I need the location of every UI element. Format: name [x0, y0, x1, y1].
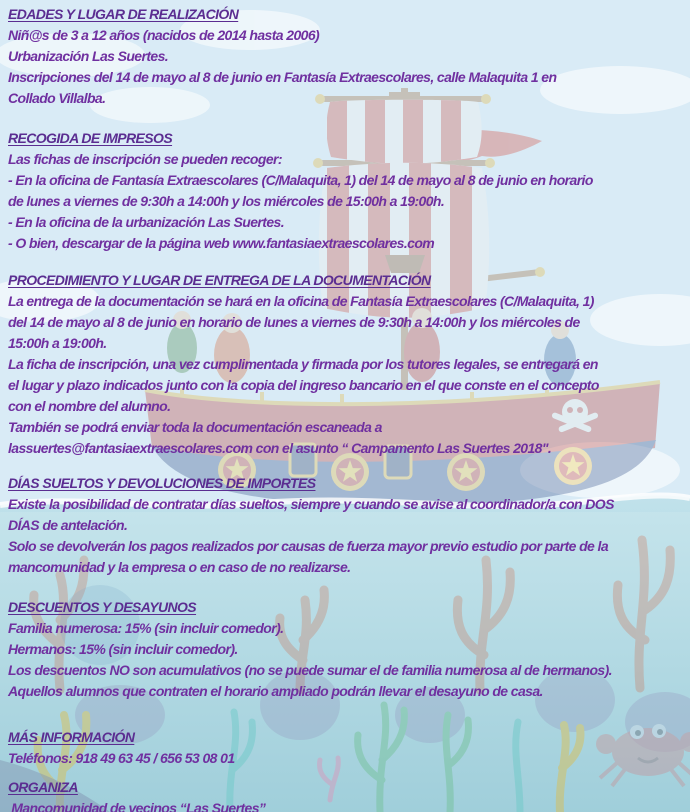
text-line: 15:00h a 19:00h.	[8, 335, 107, 351]
section-heading-procedimiento: PROCEDIMIENTO Y LUGAR DE ENTREGA DE LA DOCUMENTACIÓN	[8, 272, 431, 288]
section-heading-organiza: ORGANIZA	[8, 779, 78, 795]
text-line: Las fichas de inscripción se pueden recoger:	[8, 151, 282, 167]
text-line: Solo se devolverán los pagos realizados por causas de fuerza mayor previo estudio por parte de la	[8, 538, 609, 554]
section-heading-dias-sueltos: DÍAS SUELTOS Y DEVOLUCIONES DE IMPORTES	[8, 475, 316, 491]
section-dias-sueltos	[8, 473, 690, 578]
section-edades	[8, 4, 690, 109]
text-line: Teléfonos: 918 49 63 45 / 656 53 08 01	[8, 750, 235, 766]
section-descuentos	[8, 597, 690, 702]
text-line: - En la oficina de Fantasía Extraescolares (C/Malaquita, 1) del 14 de mayo al 8 de junio en horario	[8, 172, 593, 188]
section-organiza	[8, 777, 690, 812]
text-line: del 14 de mayo al 8 de junio en horario de lunes a viernes de 9:30h a 14:00h y los miércoles de	[8, 314, 580, 330]
text-line: Hermanos: 15% (sin incluir comedor).	[8, 641, 238, 657]
text-line: de lunes a viernes de 9:30h a 14:00h y los miércoles de 15:00h a 19:00h.	[8, 193, 445, 209]
text-line: mancomunidad y la empresa o en caso de no realizarse.	[8, 559, 351, 575]
text-line: También se podrá enviar toda la documentación escaneada a	[8, 419, 382, 435]
section-heading-edades: EDADES Y LUGAR DE REALIZACIÓN	[8, 6, 239, 22]
section-mas-informacion	[8, 727, 690, 769]
text-line: Inscripciones del 14 de mayo al 8 de junio en Fantasía Extraescolares, calle Malaquita 1 en	[8, 69, 557, 85]
text-line: La ficha de inscripción, una vez cumplimentada y firmada por los tutores legales, se entregará en	[8, 356, 598, 372]
section-heading-descuentos: DESCUENTOS Y DESAYUNOS	[8, 599, 197, 615]
text-line: - En la oficina de la urbanización Las Suertes.	[8, 214, 284, 230]
text-line: con el nombre del alumno.	[8, 398, 171, 414]
text-line: Aquellos alumnos que contraten el horario ampliado podrán llevar el desayuno de casa.	[8, 683, 543, 699]
text-line: Los descuentos NO son acumulativos (no se puede sumar el de familia numerosa al de hermanos).	[8, 662, 612, 678]
text-line: el lugar y plazo indicados junto con la copia del ingreso bancario en el que conste en el concepto	[8, 377, 599, 393]
text-line: Existe la posibilidad de contratar días sueltos, siempre y cuando se avise al coordinador/a con DOS	[8, 496, 614, 512]
text-line: Urbanización Las Suertes.	[8, 48, 169, 64]
section-heading-recogida: RECOGIDA DE IMPRESOS	[8, 130, 173, 146]
section-heading-mas-informacion: MÁS INFORMACIÓN	[8, 729, 135, 745]
text-line: Familia numerosa: 15% (sin incluir comedor).	[8, 620, 284, 636]
text-line: DÍAS de antelación.	[8, 517, 128, 533]
section-recogida	[8, 128, 690, 254]
text-line: Mancomunidad de vecinos “Las Suertes”	[8, 800, 266, 812]
text-line: lassuertes@fantasiaextraescolares.com con el asunto “ Campamento Las Suertes 2018".	[8, 440, 552, 456]
section-procedimiento	[8, 270, 690, 459]
text-line: La entrega de la documentación se hará en la oficina de Fantasía Extraescolares (C/Malaquita, 1)	[8, 293, 594, 309]
text-line: Collado Villalba.	[8, 90, 106, 106]
text-line: - O bien, descargar de la página web www.fantasiaextraescolares.com	[8, 235, 435, 251]
text-line: Niñ@s de 3 a 12 años (nacidos de 2014 hasta 2006)	[8, 27, 320, 43]
